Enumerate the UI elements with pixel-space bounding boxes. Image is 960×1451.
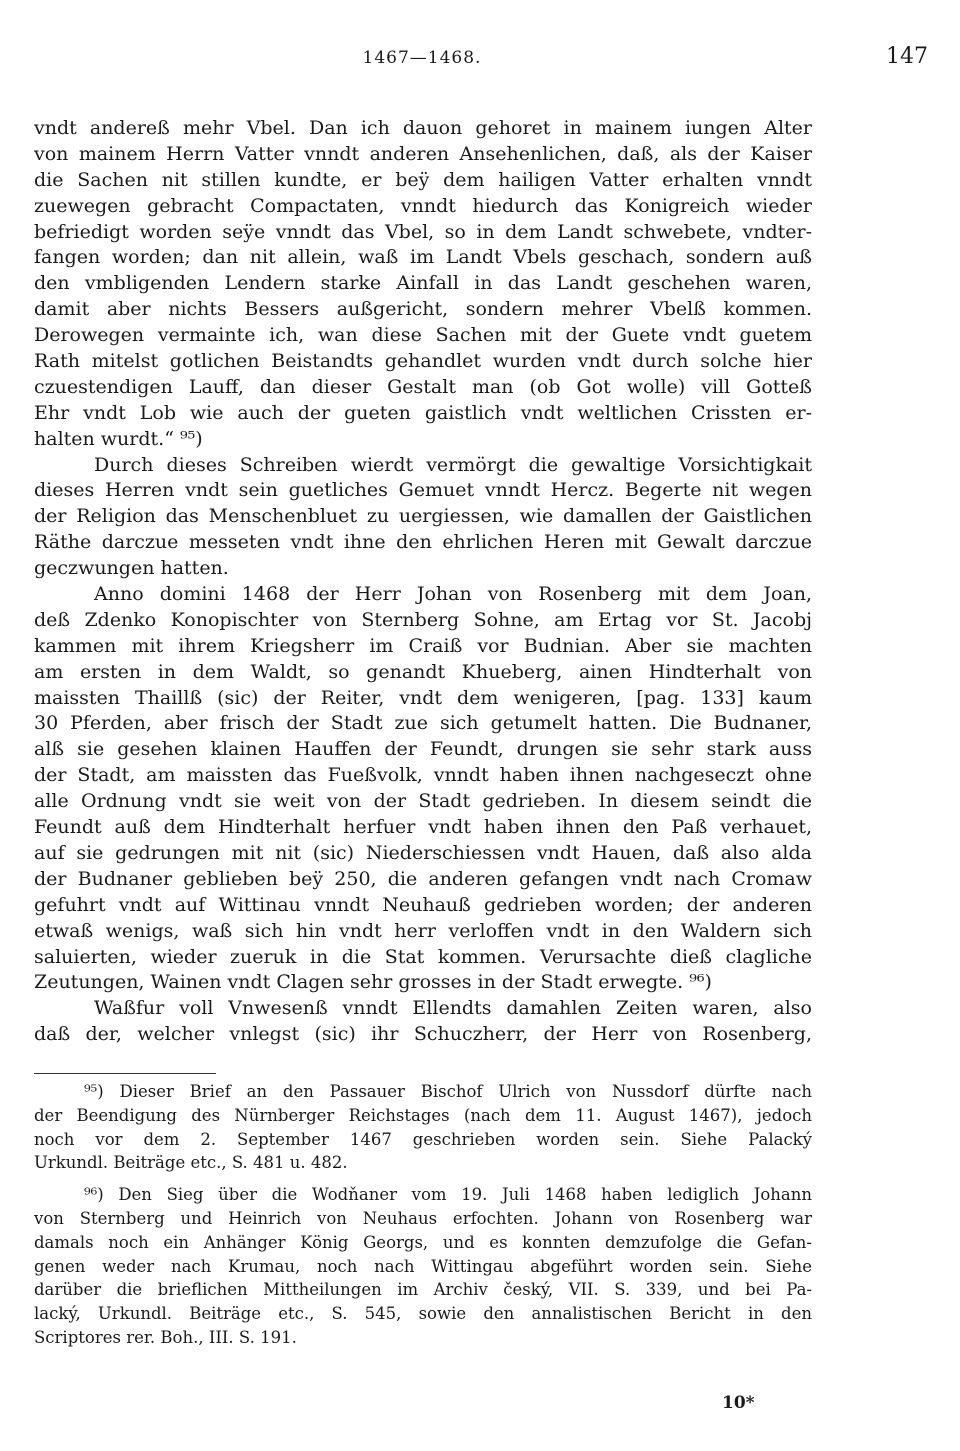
footnote-line: von Sternberg und Heinrich von Neuhaus erfochten. Johann von Rosenberg war <box>34 1208 812 1228</box>
body-line: Anno domini 1468 der Herr Johan von Rosenberg mit dem Joan, <box>94 583 812 606</box>
footnote-line: damals noch ein Anhänger König Georgs, und es konnten demzufolge die Gefan- <box>34 1232 812 1252</box>
footnote-line: noch vor dem 2. September 1467 geschrieben worden sein. Siehe Palacký <box>34 1129 812 1149</box>
footnote-line: darüber die brieflichen Mittheilungen im Archiv český, VII. S. 339, und bei Pa- <box>34 1280 812 1300</box>
body-line: deß Zdenko Konopischter von Sternberg Sohne, am Ertag vor St. Jacobj <box>34 608 812 631</box>
footnote-gap <box>34 1175 812 1183</box>
footnote-line: der Beendigung des Nürnberger Reichstages (nach dem 11. August 1467), jedoch <box>34 1105 812 1125</box>
footnote-line: Urkundl. Beiträge etc., S. 481 u. 482. <box>34 1153 348 1173</box>
footnote-line: genen weder nach Krumau, noch nach Wittingau abgeführt worden sein. Siehe <box>34 1256 812 1276</box>
footnote-line: ⁹⁶) Den Sieg über die Wodňaner vom 19. Juli 1468 haben lediglich Johann <box>84 1185 812 1205</box>
signature-mark: 10* <box>722 1393 755 1413</box>
body-line: gefuhrt vndt auf Wittinau vnndt Neuhauß gedrieben worden; der anderen <box>34 893 812 916</box>
body-line: Räthe darczue messeten vndt ihne den ehrlichen Heren mit Gewalt darczue <box>34 531 812 554</box>
body-line: Zeutungen, Wainen vndt Clagen sehr grosses in der Stadt erwegte. ⁹⁶) <box>34 971 712 994</box>
footnote-rule <box>34 1073 216 1074</box>
body-line: dieses Herren vndt sein guetliches Gemuet vnndt Hercz. Begerte nit wegen <box>34 479 812 502</box>
body-line: daß der, welcher vnlegst (sic) ihr Schuczherr, der Herr von Rosenberg, <box>34 1023 812 1046</box>
body-line: damit aber nichts Bessers außgericht, sondern mehrer Vbelß kommen. <box>34 298 812 321</box>
body-line: den vmbligenden Lendern starke Ainfall in das Landt geschehen waren, <box>34 272 812 295</box>
body-line: alß sie gesehen klainen Hauffen der Feundt, drungen sie sehr stark auss <box>34 738 812 761</box>
main-text <box>34 116 812 1048</box>
body-line: fangen worden; dan nit allein, waß im Landt Vbels geschach, sondern auß <box>34 246 812 269</box>
body-line: 30 Pferden, aber frisch der Stadt zue sich getumelt hatten. Die Budnaner, <box>34 712 812 735</box>
body-line: czuestendigen Lauff, dan dieser Gestalt man (ob Got wolle) vill Gotteß <box>34 375 812 398</box>
body-line: befriedigt worden seÿe vnndt das Vbel, so in dem Landt schwebete, vndter- <box>34 220 812 243</box>
page-header <box>34 44 928 76</box>
body-line: Feundt auß dem Hindterhalt herfuer vndt haben ihnen den Paß verhauet, <box>34 816 812 839</box>
body-line: kammen mit ihrem Kriegsherr im Craiß vor Budnian. Aber sie machten <box>34 634 812 657</box>
footnote-line: ⁹⁵) Dieser Brief an den Passauer Bischof Ulrich von Nussdorf dürfte nach <box>84 1082 812 1101</box>
body-line: alle Ordnung vndt sie weit von der Stadt gedrieben. In diesem seindt die <box>34 790 812 813</box>
body-line: Rath mitelst gotlichen Beistandts gehandlet wurden vndt durch solche hier <box>34 350 812 373</box>
footnote-line: Scriptores rer. Boh., III. S. 191. <box>34 1327 297 1347</box>
body-line: Ehr vndt Lob wie auch der gueten gaistlich vndt weltlichen Crissten er- <box>34 401 812 424</box>
body-line: halten wurdt.“ ⁹⁵) <box>34 427 203 450</box>
body-line: saluierten, wieder zueruk in die Stat kommen. Verursachte dieß clagliche <box>34 945 812 968</box>
body-line: zuewegen gebracht Compactaten, vnndt hiedurch das Konigreich wieder <box>34 194 812 217</box>
footnote-line: lacký, Urkundl. Beiträge etc., S. 545, sowie den annalistischen Bericht in den <box>34 1304 812 1324</box>
body-line: auf sie gedrungen mit nit (sic) Niederschiessen vndt Hauen, daß also alda <box>34 841 812 864</box>
body-line: der Stadt, am maissten das Fueßvolk, vnndt haben ihnen nachgeseczt ohne <box>34 764 812 787</box>
page-number: 147 <box>886 44 928 69</box>
body-line: Durch dieses Schreiben wierdt vermörgt die gewaltige Vorsichtigkait <box>94 453 812 476</box>
body-line: Derowegen vermainte ich, wan diese Sachen mit der Guete vndt guetem <box>34 324 812 347</box>
body-line: der Budnaner geblieben beÿ 250, die anderen gefangen vndt nach Cromaw <box>34 867 812 890</box>
running-head: 1467—1468. <box>362 48 482 68</box>
body-line: der Religion das Menschenbluet zu uergiessen, wie damallen der Gaistlichen <box>34 505 812 528</box>
body-line: vndt andereß mehr Vbel. Dan ich dauon gehoret in mainem iungen Alter <box>34 117 812 139</box>
footnotes <box>34 1080 812 1350</box>
body-line: von mainem Herrn Vatter vnndt anderen Ansehenlichen, daß, als der Kaiser <box>34 142 812 165</box>
body-line: Waßfur voll Vnwesenß vnndt Ellendts damahlen Zeiten waren, also <box>94 997 812 1020</box>
body-line: die Sachen nit stillen kundte, er beÿ dem hailigen Vatter erhalten vnndt <box>34 168 812 191</box>
body-line: am ersten in dem Waldt, so genandt Khueberg, ainen Hindterhalt von <box>34 660 812 683</box>
body-line: maissten Thaillß (sic) der Reiter, vndt dem wenigeren, [pag. 133] kaum <box>34 686 812 709</box>
body-line: geczwungen hatten. <box>34 557 229 580</box>
body-line: etwaß wenigs, waß sich hin vndt herr verloffen vndt in den Waldern sich <box>34 919 812 942</box>
